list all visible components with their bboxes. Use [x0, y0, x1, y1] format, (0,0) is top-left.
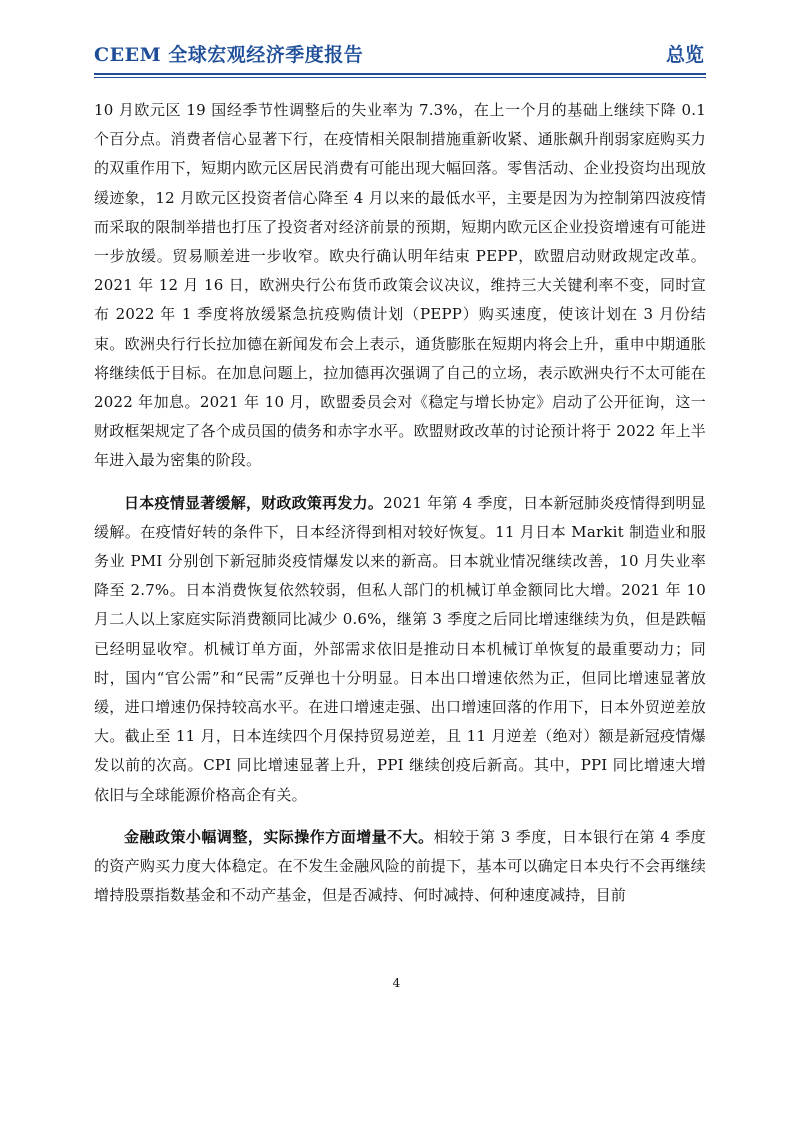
paragraph-text: 10 月欧元区 19 国经季节性调整后的失业率为 7.3%，在上一个月的基础上继续下降 0.1 个百分点。消费者信心显著下行，在疫情相关限制措施重新收紧、通胀飙升削弱家庭购买力的双重作用下，短期内欧元区居民消费有可能出现大幅回落。零售活动、企业投资均出现放缓迹象，12 月欧元区投资者信心降至 4 月以来的最低水平，主要是因为为控制第四波疫情而采取的限制举措也打压了投资者对经济前景的预期，短期内欧元区企业投资增速有可能进一步放缓。贸易顺差进一步收窄。欧央行确认明年结束 PEPP，欧盟启动财政规定改革。2021 年 12 月 16 日，欧洲央行公布货币政策会议决议，维持三大关键利率不变，同时宣布 2022 年 1 季度将放缓紧急抗疫购债计划（PEPP）购买速度，使该计划在 3 月份结束。欧洲央行行长拉加德在新闻发布会上表示，通货膨胀在短期内将会上升，重申中期通胀将继续低于目标。在加息问题上，拉加德再次强调了自己的立场，表示欧洲央行不太可能在 2022 年加息。2021 年 10 月，欧盟委员会对《稳定与增长协定》启动了公开征询，这一财政框架规定了各个成员国的债务和赤字水平。欧盟财政改革的讨论预计将于 2022 年上半年进入最为密集的阶段。	[94, 101, 706, 470]
paragraph-japan-monetary	[94, 823, 706, 911]
body-text	[94, 96, 706, 910]
header-rule-thin	[94, 77, 706, 78]
header-rule-thick	[94, 73, 706, 75]
paragraph-eurozone	[94, 96, 706, 476]
section-label: 总览	[665, 44, 704, 66]
page-number: 4	[392, 976, 401, 990]
page-header	[94, 40, 704, 74]
paragraph-lead: 日本疫情显著缓解，财政政策再发力。	[124, 493, 384, 512]
report-title: CEEM 全球宏观经济季度报告	[94, 44, 364, 66]
paragraph-text: 相较于第 3 季度，日本银行在第 4 季度的资产购买力度大体稳定。在不发生金融风险的前提下，基本可以确定日本央行不会再继续增持股票指数基金和不动产基金，但是否减持、何时减持、何种速度减持，目前	[94, 827, 706, 905]
paragraph-text: 2021 年第 4 季度，日本新冠肺炎疫情得到明显缓解。在疫情好转的条件下，日本经济得到相对较好恢复。11 月日本 Markit 制造业和服务业 PMI 分别创下新冠肺炎疫情爆发以来的新高。日本就业情况继续改善，10 月失业率降至 2.7%。日本消费恢复依然较弱，但私人部门的机械订单金额同比大增。2021 年 10 月二人以上家庭实际消费额同比减少 0.6%，继第 3 季度之后同比增速继续为负，但是跌幅已经明显收窄。机械订单方面，外部需求依旧是推动日本机械订单恢复的最重要动力；同时，国内“官公需”和“民需”反弹也十分明显。日本出口增速依然为正，但同比增速显著放缓，进口增速仍保持较高水平。在进口增速走强、出口增速回落的作用下，日本外贸逆差放大。截止至 11 月，日本连续四个月保持贸易逆差，且 11 月逆差（绝对）额是新冠疫情爆发以前的次高。CPI 同比增速显著上升，PPI 继续创疫后新高。其中，PPI 同比增速大增依旧与全球能源价格高企有关。	[94, 493, 706, 804]
paragraph-japan-economy	[94, 489, 706, 810]
paragraph-lead: 金融政策小幅调整，实际操作方面增量不大。	[124, 827, 434, 846]
